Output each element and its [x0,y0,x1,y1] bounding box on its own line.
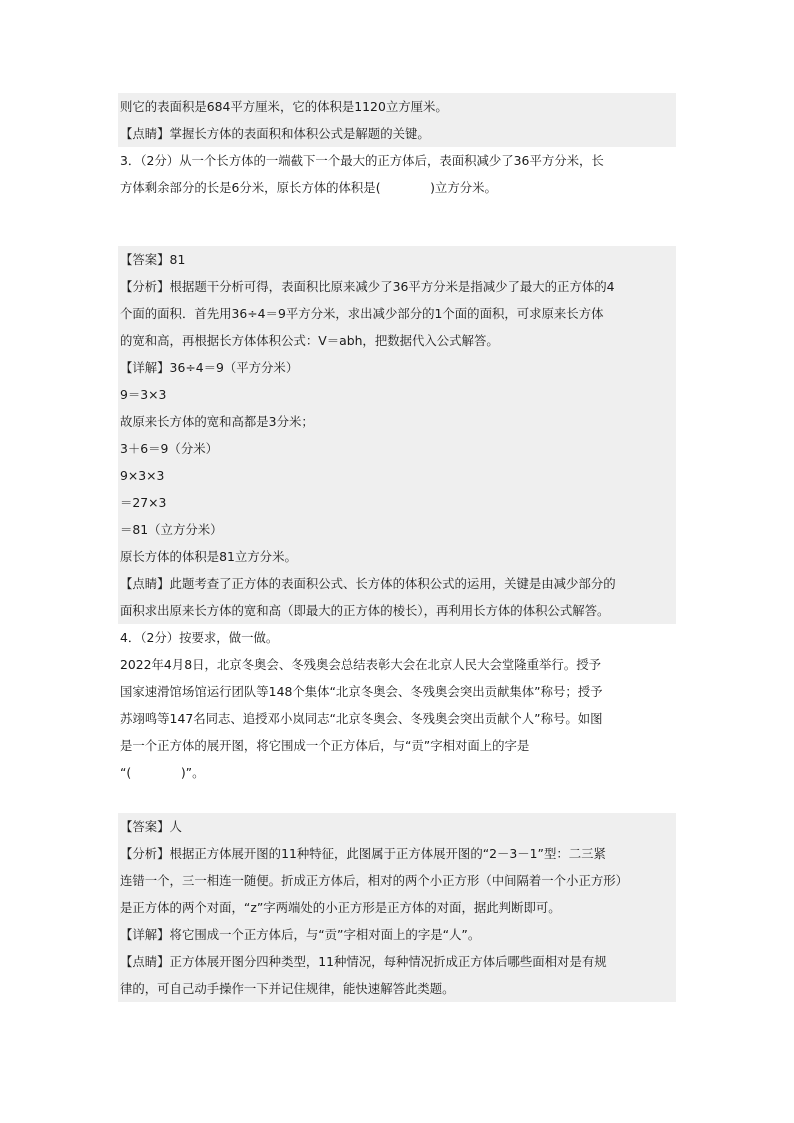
analysis-line: 【分析】根据正方体展开图的11种特征，此图属于正方体展开图的“2－3－1”型：二三紧 [118,840,676,867]
remark-line: 【点睛】掌握长方体的表面积和体积公式是解题的关键。 [118,120,676,147]
detail-line: ＝27×3 [118,489,676,516]
remark-line: 【点睛】此题考查了正方体的表面积公式、长方体的体积公式的运用，关键是由减少部分的 [118,570,676,597]
remark-line: 【点睛】正方体展开图分四种类型，11种情况，每种情况折成正方体后哪些面相对是有规 [118,948,676,975]
detail-line: 原长方体的体积是81立方分米。 [118,543,676,570]
analysis-line: 【分析】根据题干分析可得，表面积比原来减少了36平方分米是指减少了最大的正方体的4 [118,273,676,300]
detail-line: 故原来长方体的宽和高都是3分米； [118,408,676,435]
detail-line: 3＋6＝9（分米） [118,435,676,462]
question-3-line: 方体剩余部分的长是6分米，原长方体的体积是( )立方分米。 [120,180,497,195]
analysis-line: 的宽和高，再根据长方体体积公式：V＝abh，把数据代入公式解答。 [118,327,676,354]
question-4-line: 国家速滑馆场馆运行团队等148个集体“北京冬奥会、冬残奥会突出贡献集体”称号；授予 [120,684,603,699]
spacer [118,201,676,228]
document-page [118,93,676,1002]
spacer [118,228,676,246]
analysis-line: 连错一个，三一相连一随便。折成正方体后，相对的两个小正方形（中间隔着一个小正方形） [118,867,676,894]
question-4-line: 是一个正方体的展开图，将它围成一个正方体后，与“贡”字相对面上的字是 [120,738,530,753]
analysis-line: 是正方体的两个对面，“z”字两端处的小正方形是正方体的对面，据此判断即可。 [118,894,676,921]
question-3-line: 3．（2分）从一个长方体的一端截下一个最大的正方体后，表面积减少了36平方分米，长 [120,153,604,168]
remark-line: 律的，可自己动手操作一下并记住规律，能快速解答此类题。 [118,975,676,1002]
detail-line: 【详解】将它围成一个正方体后，与“贡”字相对面上的字是“人”。 [118,921,676,948]
question-4-line: 苏翊鸣等147名同志、追授邓小岚同志“北京冬奥会、冬残奥会突出贡献个人”称号。如图 [120,711,603,726]
detail-line: 【详解】36÷4＝9（平方分米） [118,354,676,381]
remark-line: 面积求出原来长方体的宽和高（即最大的正方体的棱长），再利用长方体的体积公式解答。 [118,597,676,624]
detail-line: 9＝3×3 [118,381,676,408]
detail-line: ＝81（立方分米） [118,516,676,543]
question-4-line: 2022年4月8日，北京冬奥会、冬残奥会总结表彰大会在北京人民大会堂隆重举行。授予 [120,657,601,672]
question-4-line: 4．（2分）按要求，做一做。 [120,630,279,645]
answer-line: 【答案】人 [118,813,676,840]
text-line: 则它的表面积是684平方厘米，它的体积是1120立方厘米。 [118,93,676,120]
analysis-line: 个面的面积．首先用36÷4＝9平方分米，求出减少部分的1个面的面积，可求原来长方体 [118,300,676,327]
answer-line: 【答案】81 [118,246,676,273]
spacer [118,786,676,813]
detail-line: 9×3×3 [118,462,676,489]
question-4-line: “( )”。 [120,765,205,780]
